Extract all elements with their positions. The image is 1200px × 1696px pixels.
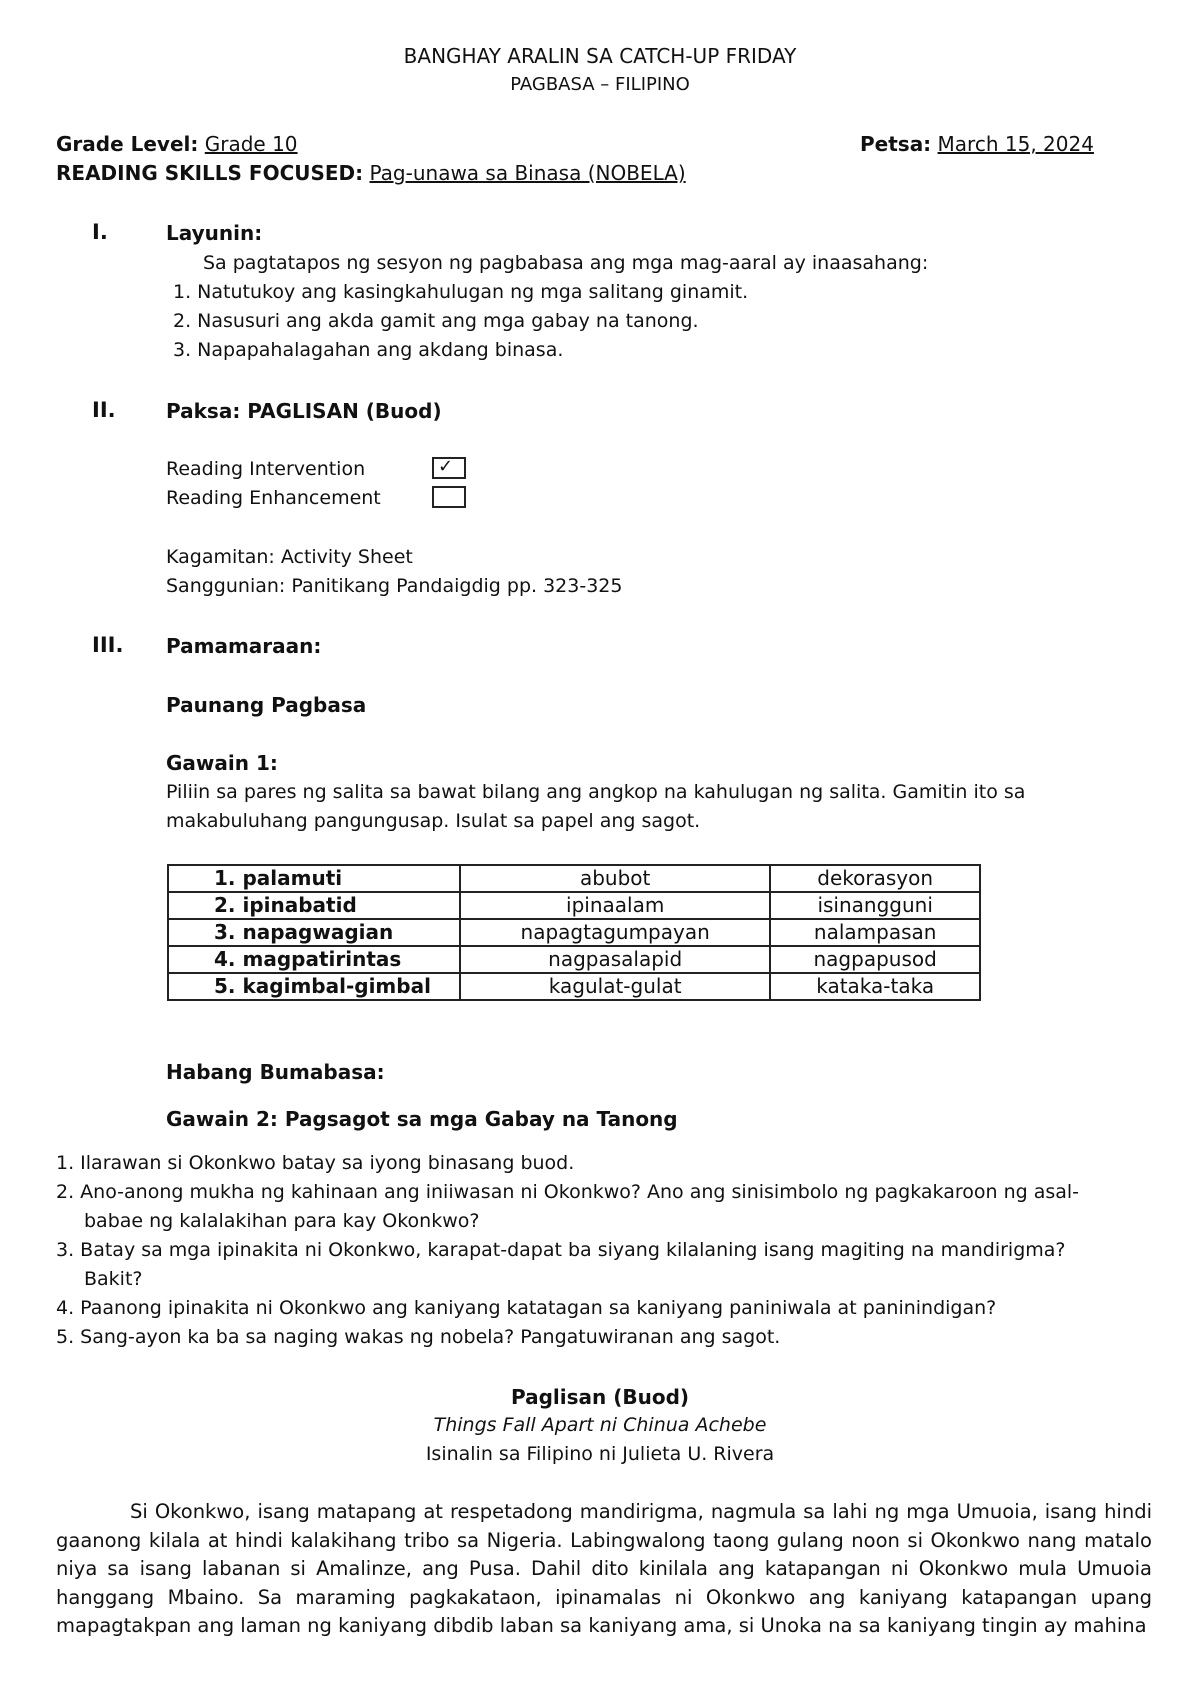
section-3-heading-text: Pamamaraan: [166,634,322,658]
table-row [168,973,980,1000]
reference-line: Sanggunian: Panitikang Pandaigdig pp. 323-325 [166,575,623,597]
vocab-word: 5. kagimbal-gimbal [168,973,460,1000]
activity-2-title: Gawain 2: Pagsagot sa mga Gabay na Tanong [166,1107,678,1131]
objective-item: 2. Nasusuri ang akda gamit ang mga gabay na tanong. [173,310,699,332]
reading-intervention-label: Reading Intervention [166,458,366,480]
vocab-option: isinangguni [770,892,980,919]
skills-line [56,161,686,185]
section-1-number: I. [92,220,108,244]
skills-value: Pag-unawa sa Binasa (NOBELA) [369,161,686,185]
vocab-word: 2. ipinabatid [168,892,460,919]
reading-enhancement-label: Reading Enhancement [166,487,381,509]
materials-line: Kagamitan: Activity Sheet [166,546,413,568]
objectives-intro: Sa pagtatapos ng sesyon ng pagbabasa ang mga mag-aaral ay inaasahang: [203,252,929,274]
section-2-heading: Paksa: PAGLISAN (Buod) [166,399,442,423]
story-source: Things Fall Apart ni Chinua Achebe [433,1414,767,1436]
date-value: March 15, 2024 [937,132,1094,156]
story-title: Paglisan (Buod) [510,1385,690,1409]
document-subtitle: PAGBASA – FILIPINO [510,74,690,95]
guide-question: 2. Ano-anong mukha ng kahinaan ang iniiwasan ni Okonkwo? Ano ang sinisimbolo ng pagkakaroon ng asal- [56,1181,1080,1203]
guide-question-continuation: Bakit? [84,1268,143,1290]
guide-question-continuation: babae ng kalalakihan para kay Okonkwo? [84,1210,480,1232]
section-3-heading [166,634,321,658]
activity-1-instructions-line2: makabuluhang pangungusap. Isulat sa papel ang sagot. [166,810,701,832]
vocab-option: kagulat-gulat [460,973,770,1000]
vocab-option: nalampasan [770,919,980,946]
reading-intervention-checkbox[interactable] [432,457,466,479]
section-3-number: III. [92,633,124,657]
objective-item: 1. Natutukoy ang kasingkahulugan ng mga salitang ginamit. [173,281,749,303]
vocab-word: 1. palamuti [168,865,460,892]
section-1-heading: Layunin: [166,221,263,245]
vocab-word: 3. napagwagian [168,919,460,946]
guide-question: 3. Batay sa mga ipinakita ni Okonkwo, karapat-dapat ba siyang kilalaning isang magiting na mandirigma? [56,1239,1066,1261]
check-mark-icon: ✓ [438,456,454,477]
date-label: Petsa: [860,132,932,156]
vocab-option: kataka-taka [770,973,980,1000]
document-title: BANGHAY ARALIN SA CATCH-UP FRIDAY [403,44,797,68]
table-row [168,892,980,919]
story-paragraph: Si Okonkwo, isang matapang at respetadong mandirigma, nagmula sa lahi ng mga Umuoia, isang hindi gaanong kilala at hindi kalakihang tribo sa Nigeria. Labingwalong taong gulang noon si Okonkwo nang matalo niya sa isang labanan si Amalinze, ang Pusa. Dahil dito kinilala ang katapangan ni Okonkwo mula Umuoia hanggang Mbaino. Sa maraming pagkakataon, ipinamalas ni Okonkwo ang kaniyang katapangan upang mapagtakpan ang laman ng kaniyang dibdib laban sa kaniyang ama, si Unoka na sa kaniyang tingin ay mahina [56,1500,1152,1637]
guide-question: 4. Paanong ipinakita ni Okonkwo ang kaniyang katatagan sa kaniyang paniniwala at paninindigan? [56,1297,997,1319]
reading-enhancement-checkbox[interactable] [432,486,466,508]
date-line [860,132,1094,156]
grade-level-label: Grade Level: [56,132,199,156]
vocab-option: nagpapusod [770,946,980,973]
skills-label: READING SKILLS FOCUSED: [56,161,364,185]
table-row [168,919,980,946]
vocabulary-table [167,864,981,1001]
vocab-option: napagtagumpayan [460,919,770,946]
grade-level-value: Grade 10 [204,132,298,156]
vocab-word: 4. magpatirintas [168,946,460,973]
table-row [168,946,980,973]
during-reading-heading: Habang Bumabasa: [166,1060,385,1084]
activity-1-instructions-line1: Piliin sa pares ng salita sa bawat bilang ang angkop na kahulugan ng salita. Gamitin ito sa [166,781,1026,803]
section-2-number: II. [92,398,116,422]
pre-reading-heading: Paunang Pagbasa [166,693,367,717]
story-translator: Isinalin sa Filipino ni Julieta U. Rivera [425,1443,775,1465]
table-row [168,865,980,892]
vocab-option: dekorasyon [770,865,980,892]
guide-question: 1. Ilarawan si Okonkwo batay sa iyong binasang buod. [56,1152,575,1174]
activity-1-title: Gawain 1: [166,751,278,775]
objective-item: 3. Napapahalagahan ang akdang binasa. [173,339,564,361]
vocab-option: nagpasalapid [460,946,770,973]
vocab-option: abubot [460,865,770,892]
guide-question: 5. Sang-ayon ka ba sa naging wakas ng nobela? Pangatuwiranan ang sagot. [56,1326,781,1348]
vocab-option: ipinaalam [460,892,770,919]
grade-level-line [56,132,298,156]
